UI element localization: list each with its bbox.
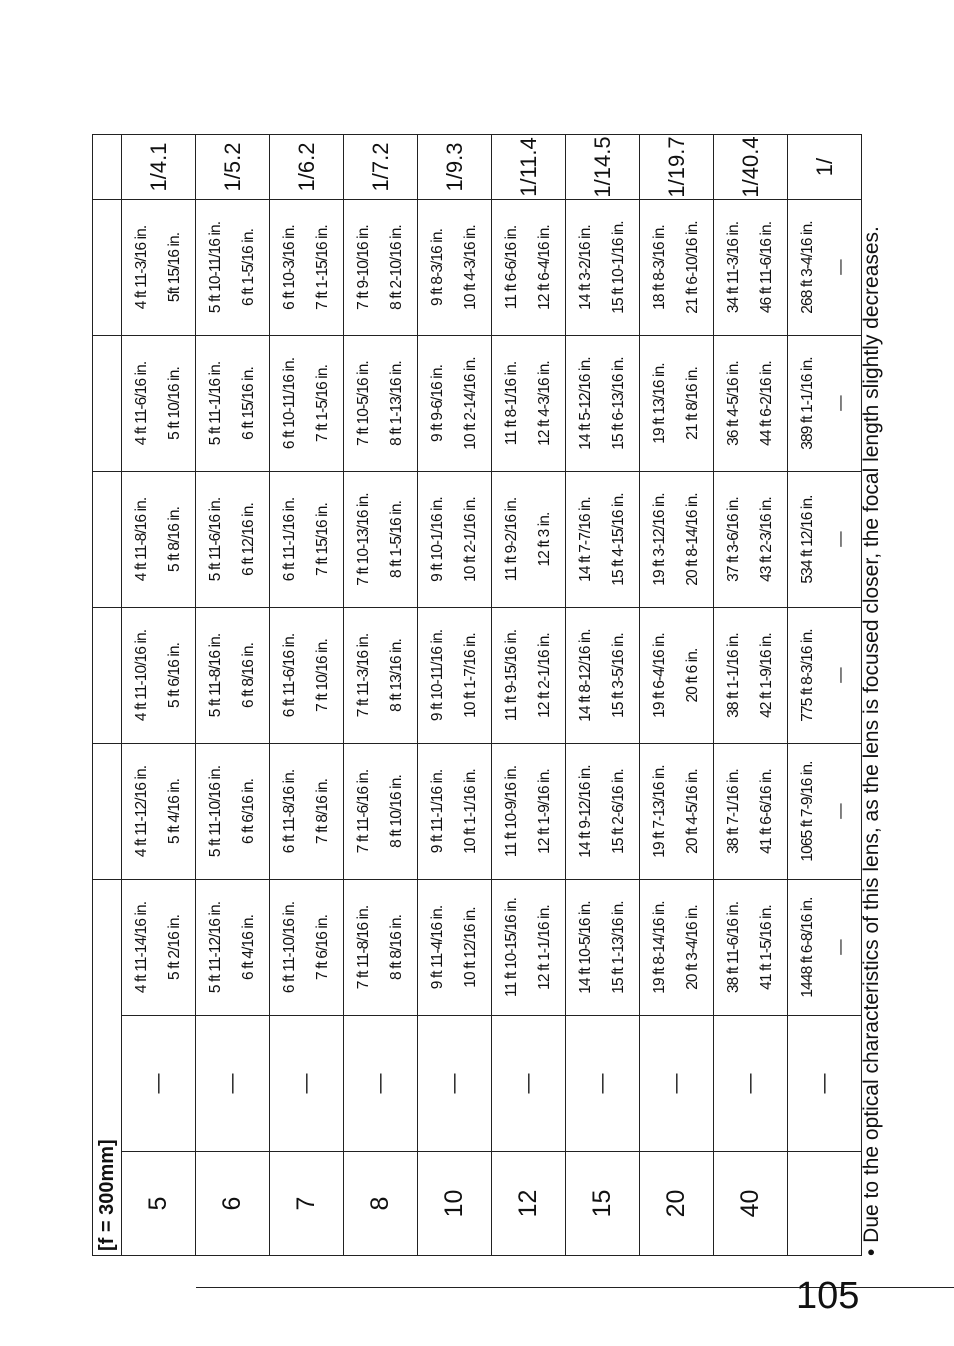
far-limit: 8 ft 13/16 in. <box>388 639 405 712</box>
near-limit: 9 ft 11-4/16 in. <box>429 905 446 990</box>
dof-cell <box>788 880 862 1016</box>
distance-dash: — <box>270 1016 344 1152</box>
distance-dash: — <box>196 1016 270 1152</box>
near-limit: 11 ft 10-15/16 in. <box>503 898 520 997</box>
far-limit: 41 ft 1-5/16 in. <box>758 905 775 990</box>
near-limit: 1448 ft 6-8/16 in. <box>799 897 816 998</box>
far-limit: 20 ft 4-5/16 in. <box>684 769 701 854</box>
magnification: 1/19.7 <box>640 135 714 200</box>
dof-cell <box>344 608 418 744</box>
far-limit: 8 ft 10/16 in. <box>388 775 405 848</box>
near-limit: 18 ft 8-3/16 in. <box>651 225 668 310</box>
far-limit: 12 ft 4-3/16 in. <box>536 361 553 446</box>
dof-cell <box>418 608 492 744</box>
near-limit: 14 ft 8-12/16 in. <box>577 629 594 722</box>
far-limit: — <box>832 532 849 547</box>
far-limit: 20 ft 8-14/16 in. <box>684 493 701 586</box>
near-limit: 534 ft 12/16 in. <box>799 495 816 584</box>
near-limit: 4 ft 11-6/16 in. <box>133 361 150 446</box>
near-limit: 5 ft 11-6/16 in. <box>207 497 224 582</box>
dof-cell <box>196 880 270 1016</box>
dof-cell <box>492 744 566 880</box>
near-limit: 4 ft 11-12/16 in. <box>133 765 150 858</box>
near-limit: 5 ft 11-8/16 in. <box>207 633 224 718</box>
far-limit: 10 ft 2-14/16 in. <box>462 357 479 450</box>
dof-cell <box>418 744 492 880</box>
near-limit: 19 ft 3-12/16 in. <box>651 493 668 586</box>
far-limit: 8 ft 2-10/16 in. <box>388 225 405 310</box>
far-limit: 8 ft 8/16 in. <box>388 915 405 980</box>
near-limit: 7 ft 11-6/16 in. <box>355 769 372 854</box>
near-limit: 5 ft 11-1/16 in. <box>207 361 224 446</box>
dof-cell <box>492 472 566 608</box>
magnification: 1/14.5 <box>566 135 640 200</box>
far-limit: 20 ft 3-4/16 in. <box>684 905 701 990</box>
dof-cell <box>270 336 344 472</box>
far-limit: — <box>832 804 849 819</box>
dof-cell <box>788 472 862 608</box>
dof-cell <box>344 336 418 472</box>
table-row <box>122 135 196 1256</box>
distance-label: 5 <box>122 1152 196 1256</box>
far-limit: 5 ft 8/16 in. <box>166 507 183 572</box>
dof-cell <box>196 336 270 472</box>
distance-dash: — <box>122 1016 196 1152</box>
dof-cell <box>196 472 270 608</box>
near-limit: 6 ft 11-6/16 in. <box>281 633 298 718</box>
magnification: 1/40.4 <box>714 135 788 200</box>
near-limit: 389 ft 1-1/16 in. <box>799 357 816 450</box>
distance-label: 8 <box>344 1152 418 1256</box>
dof-cell <box>418 880 492 1016</box>
near-limit: 5 ft 11-10/16 in. <box>207 765 224 858</box>
far-limit: 12 ft 3 in. <box>536 512 553 567</box>
dof-cell <box>122 336 196 472</box>
distance-label: 6 <box>196 1152 270 1256</box>
distance-label: 20 <box>640 1152 714 1256</box>
dof-cell <box>640 336 714 472</box>
near-limit: 6 ft 10-3/16 in. <box>281 225 298 310</box>
dof-cell <box>566 336 640 472</box>
dof-cell <box>122 880 196 1016</box>
distance-label: 10 <box>418 1152 492 1256</box>
distance-dash: — <box>714 1016 788 1152</box>
far-limit: — <box>832 260 849 275</box>
dof-cell <box>418 200 492 336</box>
near-limit: 11 ft 8-1/16 in. <box>503 361 520 446</box>
near-limit: 268 ft 3-4/16 in. <box>799 221 816 314</box>
near-limit: 7 ft 11-3/16 in. <box>355 633 372 718</box>
far-limit: 7 ft 1-5/16 in. <box>314 365 331 442</box>
near-limit: 7 ft 10-13/16 in. <box>355 493 372 586</box>
dof-cell <box>640 744 714 880</box>
dof-cell <box>640 200 714 336</box>
far-limit: 12 ft 2-1/16 in. <box>536 633 553 718</box>
header-cell <box>93 880 122 1016</box>
header-cell <box>93 608 122 744</box>
near-limit: 19 ft 7-13/16 in. <box>651 765 668 858</box>
far-limit: 5 ft 2/16 in. <box>166 915 183 980</box>
near-limit: 6 ft 11-8/16 in. <box>281 769 298 854</box>
table-row <box>344 135 418 1256</box>
near-limit: 7 ft 9-10/16 in. <box>355 225 372 310</box>
table-row <box>640 135 714 1256</box>
far-limit: 15 ft 1-13/16 in. <box>610 901 627 994</box>
dof-cell <box>270 744 344 880</box>
near-limit: 36 ft 4-5/16 in. <box>725 361 742 446</box>
dof-cell <box>640 472 714 608</box>
far-limit: 5 ft 10/16 in. <box>166 367 183 440</box>
dof-cell <box>270 472 344 608</box>
dof-cell <box>344 472 418 608</box>
near-limit: 38 ft 11-6/16 in. <box>725 901 742 994</box>
far-limit: 41 ft 6-6/16 in. <box>758 769 775 854</box>
dof-cell <box>418 472 492 608</box>
dof-cell <box>492 336 566 472</box>
dof-cell <box>788 200 862 336</box>
far-limit: 21 ft 8/16 in. <box>684 367 701 440</box>
near-limit: 5 ft 11-12/16 in. <box>207 901 224 994</box>
near-limit: 4 ft 11-14/16 in. <box>133 901 150 994</box>
table-row <box>714 135 788 1256</box>
far-limit: 21 ft 6-10/16 in. <box>684 221 701 314</box>
header-cell <box>93 472 122 608</box>
header-cell <box>93 135 122 200</box>
distance-label: 12 <box>492 1152 566 1256</box>
near-limit: 775 ft 8-3/16 in. <box>799 629 816 722</box>
dof-cell <box>418 336 492 472</box>
dof-cell <box>566 200 640 336</box>
far-limit: 6 ft 1-5/16 in. <box>240 229 257 306</box>
dof-cell <box>344 744 418 880</box>
dof-cell <box>566 744 640 880</box>
dof-cell <box>122 608 196 744</box>
far-limit: 10 ft 2-1/16 in. <box>462 497 479 582</box>
far-limit: 15 ft 3-5/16 in. <box>610 633 627 718</box>
near-limit: 11 ft 9-2/16 in. <box>503 497 520 582</box>
dof-cell <box>714 336 788 472</box>
near-limit: 11 ft 6-6/16 in. <box>503 225 520 310</box>
far-limit: 7 ft 10/16 in. <box>314 639 331 712</box>
near-limit: 1065 ft 7-9/16 in. <box>799 761 816 862</box>
near-limit: 6 ft 10-11/16 in. <box>281 357 298 450</box>
dof-cell <box>788 744 862 880</box>
near-limit: 14 ft 3-2/16 in. <box>577 225 594 310</box>
distance-dash: — <box>418 1016 492 1152</box>
near-limit: 14 ft 5-12/16 in. <box>577 357 594 450</box>
table-row <box>196 135 270 1256</box>
far-limit: 12 ft 1-1/16 in. <box>536 905 553 990</box>
dof-cell <box>492 608 566 744</box>
far-limit: — <box>832 668 849 683</box>
far-limit: 12 ft 1-9/16 in. <box>536 769 553 854</box>
header-cell <box>93 744 122 880</box>
distance-dash: — <box>492 1016 566 1152</box>
near-limit: 5 ft 10-11/16 in. <box>207 221 224 314</box>
far-limit: 46 ft 11-6/16 in. <box>758 221 775 314</box>
near-limit: 9 ft 8-3/16 in. <box>429 229 446 306</box>
dof-cell <box>492 880 566 1016</box>
near-limit: 11 ft 9-15/16 in. <box>503 629 520 722</box>
near-limit: 14 ft 7-7/16 in. <box>577 497 594 582</box>
magnification: 1/7.2 <box>344 135 418 200</box>
dof-cell <box>196 608 270 744</box>
far-limit: 6 ft 4/16 in. <box>240 915 257 980</box>
far-limit: 5 ft 4/16 in. <box>166 779 183 844</box>
near-limit: 14 ft 9-12/16 in. <box>577 765 594 858</box>
far-limit: 10 ft 1-7/16 in. <box>462 633 479 718</box>
dof-cell <box>714 880 788 1016</box>
far-limit: 8 ft 1-13/16 in. <box>388 361 405 446</box>
far-limit: 15 ft 6-13/16 in. <box>610 357 627 450</box>
distance-label: 40 <box>714 1152 788 1256</box>
near-limit: 9 ft 10-11/16 in. <box>429 629 446 722</box>
distance-dash: — <box>344 1016 418 1152</box>
far-limit: 6 ft 15/16 in. <box>240 367 257 440</box>
dof-cell <box>344 200 418 336</box>
distance-label <box>788 1152 862 1256</box>
far-limit: 5ft 15/16 in. <box>166 232 183 303</box>
distance-dash: — <box>640 1016 714 1152</box>
dof-cell <box>640 880 714 1016</box>
dof-cell <box>714 744 788 880</box>
near-limit: 9 ft 11-1/16 in. <box>429 769 446 854</box>
dof-cell <box>344 880 418 1016</box>
dof-cell <box>566 472 640 608</box>
table-row <box>566 135 640 1256</box>
far-limit: 15 ft 10-1/16 in. <box>610 221 627 314</box>
near-limit: 19 ft 8-14/16 in. <box>651 901 668 994</box>
magnification: 1/5.2 <box>196 135 270 200</box>
far-limit: 7 ft 6/16 in. <box>314 915 331 980</box>
near-limit: 4 ft 11-10/16 in. <box>133 629 150 722</box>
magnification: 1/11.4 <box>492 135 566 200</box>
near-limit: 19 ft 13/16 in. <box>651 363 668 444</box>
distance-dash: — <box>566 1016 640 1152</box>
far-limit: 10 ft 4-3/16 in. <box>462 225 479 310</box>
magnification: 1/ <box>788 135 862 200</box>
dof-cell <box>270 880 344 1016</box>
table-row <box>492 135 566 1256</box>
table-row <box>270 135 344 1256</box>
far-limit: 10 ft 1-1/16 in. <box>462 769 479 854</box>
near-limit: 37 ft 3-6/16 in. <box>725 497 742 582</box>
near-limit: 38 ft 7-1/16 in. <box>725 769 742 854</box>
dof-cell <box>122 744 196 880</box>
dof-cell <box>122 472 196 608</box>
far-limit: 7 ft 8/16 in. <box>314 779 331 844</box>
near-limit: 14 ft 10-5/16 in. <box>577 901 594 994</box>
far-limit: 15 ft 2-6/16 in. <box>610 769 627 854</box>
far-limit: 8 ft 1-5/16 in. <box>388 501 405 578</box>
near-limit: 7 ft 10-5/16 in. <box>355 361 372 446</box>
near-limit: 9 ft 9-6/16 in. <box>429 365 446 442</box>
dof-cell <box>270 608 344 744</box>
far-limit: 6 ft 12/16 in. <box>240 503 257 576</box>
dof-cell <box>566 880 640 1016</box>
dof-cell <box>270 200 344 336</box>
near-limit: 11 ft 10-9/16 in. <box>503 765 520 858</box>
far-limit: 6 ft 8/16 in. <box>240 643 257 708</box>
near-limit: 6 ft 11-10/16 in. <box>281 901 298 994</box>
distance-dash: — <box>788 1016 862 1152</box>
depth-of-field-table <box>92 134 862 1256</box>
magnification: 1/9.3 <box>418 135 492 200</box>
far-limit: 20 ft 6 in. <box>684 648 701 703</box>
footnote: • Due to the optical characteristics of this lens, as the lens is focused closer, the focal length slightly decreases. <box>860 226 883 1256</box>
table-header-row <box>93 135 122 1256</box>
far-limit: 6 ft 6/16 in. <box>240 779 257 844</box>
near-limit: 4 ft 11-8/16 in. <box>133 497 150 582</box>
distance-label: 15 <box>566 1152 640 1256</box>
dof-cell <box>196 200 270 336</box>
page-number: 105 <box>796 1275 860 1317</box>
near-limit: 7 ft 11-8/16 in. <box>355 905 372 990</box>
header-cell <box>93 336 122 472</box>
near-limit: 34 ft 11-3/16 in. <box>725 221 742 314</box>
magnification: 1/4.1 <box>122 135 196 200</box>
dof-cell <box>788 608 862 744</box>
far-limit: 5 ft 6/16 in. <box>166 643 183 708</box>
dof-cell <box>566 608 640 744</box>
header-cell <box>93 200 122 336</box>
near-limit: 9 ft 10-1/16 in. <box>429 497 446 582</box>
far-limit: 42 ft 1-9/16 in. <box>758 633 775 718</box>
far-limit: 43 ft 2-3/16 in. <box>758 497 775 582</box>
dof-cell <box>122 200 196 336</box>
far-limit: 15 ft 4-15/16 in. <box>610 493 627 586</box>
far-limit: — <box>832 396 849 411</box>
far-limit: — <box>832 940 849 955</box>
dof-cell <box>196 744 270 880</box>
near-limit: 38 ft 1-1/16 in. <box>725 633 742 718</box>
far-limit: 7 ft 15/16 in. <box>314 503 331 576</box>
dof-cell <box>714 472 788 608</box>
near-limit: 4 ft 11-3/16 in. <box>133 225 150 310</box>
dof-cell <box>714 200 788 336</box>
table-row <box>418 135 492 1256</box>
far-limit: 44 ft 6-2/16 in. <box>758 361 775 446</box>
distance-label: 7 <box>270 1152 344 1256</box>
table-caption: [f = 300mm] <box>93 1016 122 1256</box>
dof-cell <box>714 608 788 744</box>
dof-cell <box>492 200 566 336</box>
dof-cell <box>788 336 862 472</box>
dof-cell <box>640 608 714 744</box>
near-limit: 6 ft 11-1/16 in. <box>281 497 298 582</box>
magnification: 1/6.2 <box>270 135 344 200</box>
far-limit: 12 ft 6-4/16 in. <box>536 225 553 310</box>
table-row <box>788 135 862 1256</box>
far-limit: 7 ft 1-15/16 in. <box>314 225 331 310</box>
far-limit: 10 ft 12/16 in. <box>462 907 479 988</box>
near-limit: 19 ft 6-4/16 in. <box>651 633 668 718</box>
